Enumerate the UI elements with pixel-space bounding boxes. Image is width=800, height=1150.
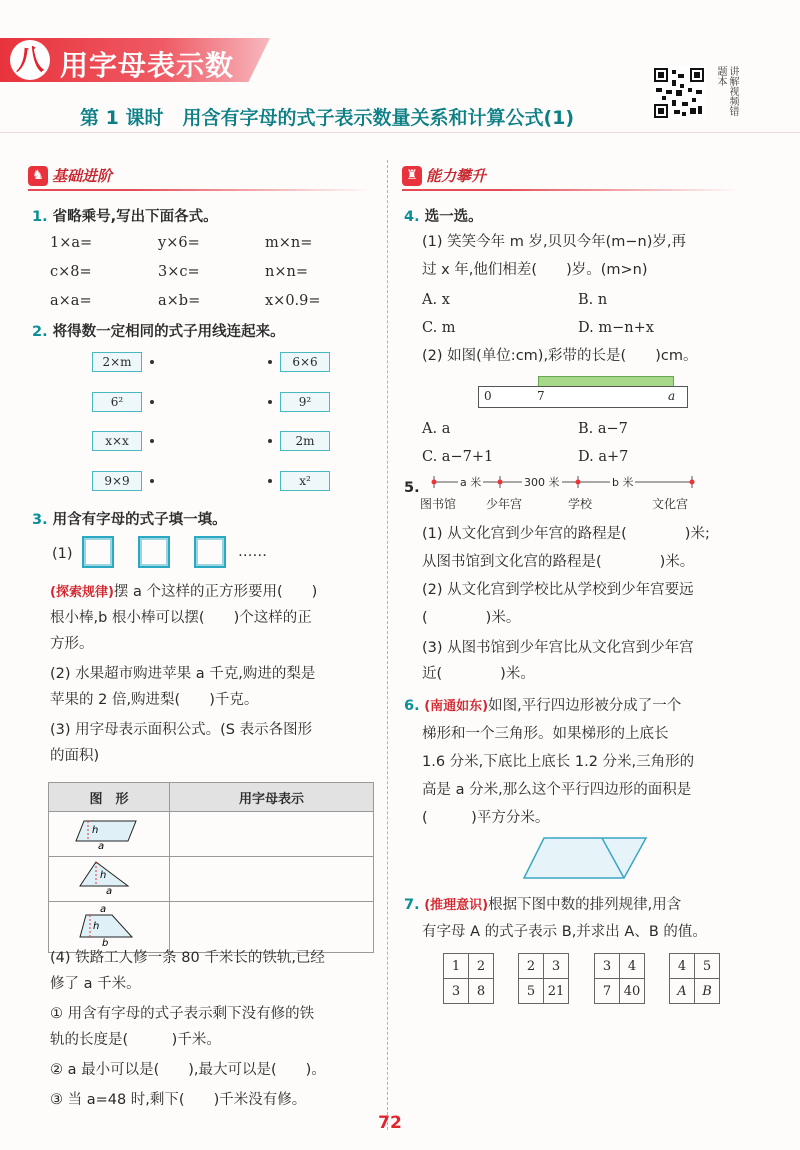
q2-left-dot[interactable] <box>150 479 154 483</box>
q1-r2c2: x×0.9= <box>265 293 321 309</box>
matchstick-square <box>194 536 226 568</box>
parallelogram-a-label: a <box>98 841 105 851</box>
ruler-label-7: 7 <box>537 389 545 403</box>
q6-number: 6. <box>404 698 420 714</box>
q5-line3: (2) 从文化宫到学校比从学校到少年宫要远 <box>422 582 694 598</box>
parallelogram-figure <box>50 813 166 851</box>
q5-line6: 近( )米。 <box>422 666 535 682</box>
q1-r1c1: 3×c= <box>158 264 200 280</box>
q5-number: 5. <box>404 480 420 496</box>
q1-header <box>32 205 218 226</box>
grid-cell: B <box>695 979 720 1004</box>
number-grid-1 <box>443 953 494 1004</box>
q2-right-box[interactable]: 6×6 <box>280 352 330 372</box>
number-grid-2 <box>518 953 569 1004</box>
q2-left-box[interactable]: x×x <box>92 431 142 451</box>
q3-number: 3. <box>32 512 48 528</box>
trapezoid-h-label: h <box>93 921 100 932</box>
q3-title: 用含有字母的式子填一填。 <box>52 512 227 528</box>
section-basic-title: 基础进阶 <box>52 167 113 185</box>
q2-left-box[interactable]: 6² <box>92 392 142 412</box>
q2-left-box[interactable]: 9×9 <box>92 471 142 491</box>
q3-p1-text1: 摆 a 个这样的正方形要用( ) <box>113 584 318 600</box>
q3-p4-s1a: ① 用含有字母的式子表示剩下没有修的铁 <box>50 1006 315 1022</box>
parallelogram-h-label: h <box>92 825 99 836</box>
q4-p1-line1: (1) 笑笑今年 m 岁,贝贝今年(m−n)岁,再 <box>422 234 686 250</box>
q2-left-box[interactable]: 2×m <box>92 352 142 372</box>
number-grid-4 <box>669 953 720 1004</box>
grid-cell: 5 <box>519 979 544 1004</box>
q3-p2-line1: (2) 水果超市购进苹果 a 千克,购进的梨是 <box>50 666 316 682</box>
q5-line5: (3) 从图书馆到少年宫比从文化宫到少年宫 <box>422 640 694 656</box>
place-library: 图书馆 <box>420 497 457 511</box>
q2-left-dot[interactable] <box>150 439 154 443</box>
q4-option2-d[interactable]: D. a+7 <box>578 449 629 465</box>
q5-line1: (1) 从文化宫到少年宫的路程是( )米; <box>422 526 710 542</box>
q7-tag: (推理意识) <box>424 898 489 913</box>
q1-r1c2: n×n= <box>265 264 308 280</box>
q3-p2-line2: 苹果的 2 倍,购进梨( )千克。 <box>50 692 259 708</box>
q4-option-a[interactable]: A. x <box>422 292 450 308</box>
q4-option2-b[interactable]: B. a−7 <box>578 421 628 437</box>
ruler-label-0: 0 <box>484 389 492 403</box>
q2-right-box[interactable]: x² <box>280 471 330 491</box>
q6-text1: 如图,平行四边形被分成了一个 <box>488 698 682 714</box>
grid-cell: A <box>670 979 695 1004</box>
area-formula-table <box>48 782 374 953</box>
q4-number: 4. <box>404 209 420 225</box>
q7-text1: 根据下图中数的排列规律,用含 <box>488 897 682 913</box>
row-triangle <box>49 857 170 902</box>
chapter-title: 用字母表示数 <box>60 49 235 82</box>
q2-title: 将得数一定相同的式子用线连起来。 <box>52 324 285 340</box>
answer-cell-triangle[interactable] <box>170 857 374 902</box>
grid-cell: 3 <box>544 954 569 979</box>
segment-label-b: b 米 <box>612 476 634 489</box>
trapezoid-figure <box>50 903 166 947</box>
qr-caption: 讲解视频错题本 <box>715 66 738 116</box>
q3-p4-s2: ② a 最小可以是( ),最大可以是( )。 <box>50 1062 326 1078</box>
q3-p1-tag: (探索规律) <box>50 585 114 600</box>
ruler <box>478 386 688 408</box>
matchstick-square <box>82 536 114 568</box>
place-youth-palace: 少年宫 <box>486 497 523 511</box>
table-header-shape: 图 形 <box>49 783 170 812</box>
grid-cell: 4 <box>670 954 695 979</box>
grid-cell: 5 <box>695 954 720 979</box>
q2-right-dot[interactable] <box>268 400 272 404</box>
segment-label-a: a 米 <box>460 476 482 489</box>
q3-p1-line3: 方形。 <box>50 636 94 652</box>
q7-line1 <box>404 895 681 916</box>
q4-option2-a[interactable]: A. a <box>422 421 451 437</box>
q2-left-dot[interactable] <box>150 360 154 364</box>
q2-right-dot[interactable] <box>268 439 272 443</box>
grid-cell: 3 <box>444 979 469 1004</box>
q6-line1 <box>404 696 681 717</box>
q6-line5: ( )平方分米。 <box>422 810 550 826</box>
q5-line2: 从图书馆到文化宫的路程是( )米。 <box>422 554 695 570</box>
q4-p2-line1: (2) 如图(单位:cm),彩带的长是( )cm。 <box>422 348 698 364</box>
section-advanced-title: 能力攀升 <box>426 167 487 185</box>
triangle-a-label: a <box>106 886 113 896</box>
page-number: 72 <box>378 1113 402 1133</box>
grid-cell: 3 <box>595 954 620 979</box>
column-divider <box>387 160 388 1130</box>
qr-code-icon[interactable] <box>652 66 706 120</box>
climbing-figure-icon: ♜ <box>402 166 422 186</box>
q3-p4-line1: (4) 铁路工人修一条 80 千米长的铁轨,已经 <box>50 950 325 966</box>
answer-cell-trapezoid[interactable] <box>170 902 374 953</box>
q6-line2: 梯形和一个三角形。如果梯形的上底长 <box>422 726 669 742</box>
q3-p1-line2: 根小棒,b 根小棒可以摆( )个这样的正 <box>50 610 312 626</box>
grid-cell: 2 <box>469 954 494 979</box>
q2-header <box>32 320 285 341</box>
lesson-title: 第 1 课时 用含有字母的式子表示数量关系和计算公式(1) <box>80 107 575 129</box>
place-school: 学校 <box>568 497 593 511</box>
matchstick-square <box>138 536 170 568</box>
grid-cell: 21 <box>544 979 569 1004</box>
trapezoid-b-label: b <box>102 938 109 947</box>
header-rule <box>0 132 800 133</box>
q4-title: 选一选。 <box>424 209 483 225</box>
q4-p1-line2: 过 x 年,他们相差( )岁。(m>n) <box>422 262 648 278</box>
triangle-figure <box>50 858 166 896</box>
q4-option2-c[interactable]: C. a−7+1 <box>422 449 494 465</box>
q7-line2: 有字母 A 的式子表示 B,并求出 A、B 的值。 <box>422 924 707 940</box>
q1-r2c0: a×a= <box>50 293 92 309</box>
q2-left-dot[interactable] <box>150 400 154 404</box>
grid-cell: 8 <box>469 979 494 1004</box>
q3-p3-line1: (3) 用字母表示面积公式。(S 表示各图形 <box>50 722 313 738</box>
q4-option-d[interactable]: D. m−n+x <box>578 320 654 336</box>
q1-title: 省略乘号,写出下面各式。 <box>52 209 218 225</box>
grid-cell: 1 <box>444 954 469 979</box>
row-parallelogram <box>49 812 170 857</box>
q2-right-dot[interactable] <box>268 479 272 483</box>
grid-cell: 7 <box>595 979 620 1004</box>
chapter-badge: 八 <box>10 40 50 80</box>
q4-header <box>404 205 483 226</box>
row-trapezoid <box>49 902 170 953</box>
q2-right-box[interactable]: 9² <box>280 392 330 412</box>
q3-p1-dots: …… <box>238 544 267 560</box>
q1-number: 1. <box>32 209 48 225</box>
q7-number: 7. <box>404 897 420 913</box>
segment-label-300: 300 米 <box>524 476 560 489</box>
grid-cell: 40 <box>620 979 645 1004</box>
q4-option-c[interactable]: C. m <box>422 320 456 336</box>
place-culture-palace: 文化宫 <box>652 497 689 511</box>
q3-p3-line2: 的面积) <box>50 748 100 764</box>
grid-cell: 4 <box>620 954 645 979</box>
section-advanced <box>402 165 738 191</box>
q3-header <box>32 508 227 529</box>
table-header-formula: 用字母表示 <box>170 783 374 812</box>
q3-p4-line2: 修了 a 千米。 <box>50 976 141 992</box>
number-grid-3 <box>594 953 645 1004</box>
running-figure-icon: ♞ <box>28 166 48 186</box>
q4-option-b[interactable]: B. n <box>578 292 608 308</box>
q1-r2c1: a×b= <box>158 293 201 309</box>
grid-cell: 2 <box>519 954 544 979</box>
q6-tag: (南通如东) <box>424 699 489 714</box>
q3-p4-s3: ③ 当 a=48 时,剩下( )千米没有修。 <box>50 1092 307 1108</box>
q3-p1-label: (1) <box>52 546 73 562</box>
ruler-label-a: a <box>668 389 676 403</box>
q3-p4-s1b: 轨的长度是( )千米。 <box>50 1032 221 1048</box>
triangle-h-label: h <box>100 870 107 881</box>
parallelogram-split-figure <box>520 834 650 882</box>
q1-r0c2: m×n= <box>265 235 313 251</box>
q1-r0c1: y×6= <box>158 235 200 251</box>
q1-r0c0: 1×a= <box>50 235 93 251</box>
q1-r1c0: c×8= <box>50 264 92 280</box>
q2-right-dot[interactable] <box>268 360 272 364</box>
section-basic <box>28 165 370 191</box>
q6-line3: 1.6 分米,下底比上底长 1.2 分米,三角形的 <box>422 754 695 770</box>
q2-right-box[interactable]: 2m <box>280 431 330 451</box>
q5-line4: ( )米。 <box>422 610 521 626</box>
q2-number: 2. <box>32 324 48 340</box>
q3-p1-line1 <box>50 582 317 603</box>
q6-line4: 高是 a 分米,那么这个平行四边形的面积是 <box>422 782 692 798</box>
trapezoid-a-label: a <box>100 904 107 915</box>
answer-cell-parallelogram[interactable] <box>170 812 374 857</box>
